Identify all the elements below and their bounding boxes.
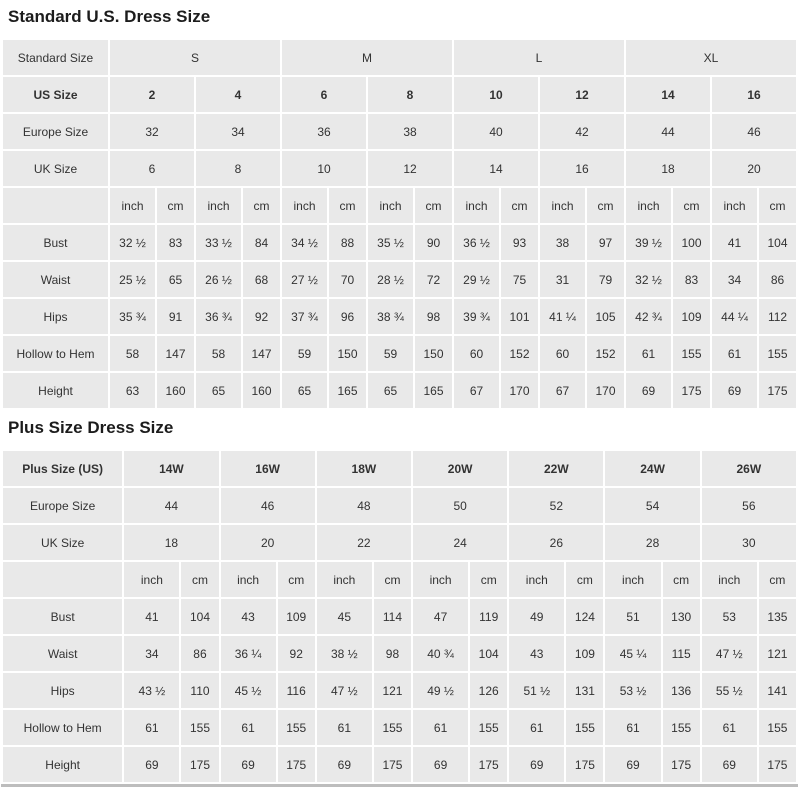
measure-cell: 105 bbox=[587, 299, 624, 334]
measure-cell: 124 bbox=[566, 599, 603, 634]
group-header-cell: L bbox=[454, 40, 624, 75]
measure-cell: 96 bbox=[329, 299, 366, 334]
measure-cell: 36 ¼ bbox=[221, 636, 276, 671]
size-cell: 16 bbox=[540, 151, 624, 186]
measure-cell: 112 bbox=[759, 299, 796, 334]
measure-cell: 69 bbox=[626, 373, 671, 408]
measure-cell: 58 bbox=[110, 336, 155, 371]
measure-cell: 60 bbox=[540, 336, 585, 371]
measure-cell: 152 bbox=[501, 336, 538, 371]
measure-cell: 84 bbox=[243, 225, 280, 260]
measure-cell: 34 bbox=[124, 636, 179, 671]
measure-cell: 39 ½ bbox=[626, 225, 671, 260]
size-cell: 22W bbox=[509, 451, 603, 486]
measure-cell: 34 bbox=[712, 262, 757, 297]
measure-cell: 36 ¾ bbox=[196, 299, 241, 334]
row-label: Bust bbox=[3, 599, 122, 634]
measure-cell: 147 bbox=[157, 336, 194, 371]
unit-cell: cm bbox=[759, 188, 796, 223]
size-cell: 26W bbox=[702, 451, 796, 486]
measure-cell: 104 bbox=[470, 636, 507, 671]
measure-cell: 51 ½ bbox=[509, 673, 564, 708]
measure-cell: 34 ½ bbox=[282, 225, 327, 260]
size-cell: 42 bbox=[540, 114, 624, 149]
measure-cell: 61 bbox=[702, 710, 757, 745]
measure-cell: 43 ½ bbox=[124, 673, 179, 708]
measure-cell: 92 bbox=[243, 299, 280, 334]
measure-cell: 150 bbox=[329, 336, 366, 371]
measure-cell: 40 ¾ bbox=[413, 636, 468, 671]
measure-cell: 98 bbox=[415, 299, 452, 334]
measure-cell: 175 bbox=[566, 747, 603, 782]
row-label: Plus Size (US) bbox=[3, 451, 122, 486]
measure-cell: 41 ¼ bbox=[540, 299, 585, 334]
measure-cell: 69 bbox=[712, 373, 757, 408]
size-cell: 16 bbox=[712, 77, 796, 112]
size-cell: 18 bbox=[124, 525, 218, 560]
measure-cell: 170 bbox=[587, 373, 624, 408]
unit-cell: cm bbox=[663, 562, 700, 597]
measure-cell: 147 bbox=[243, 336, 280, 371]
row-label: UK Size bbox=[3, 525, 122, 560]
size-cell: 20 bbox=[221, 525, 315, 560]
measure-cell: 42 ¾ bbox=[626, 299, 671, 334]
size-cell: 56 bbox=[702, 488, 796, 523]
plus-table-title: Plus Size Dress Size bbox=[8, 418, 174, 437]
measure-cell: 135 bbox=[759, 599, 796, 634]
size-cell: 46 bbox=[221, 488, 315, 523]
measure-cell: 83 bbox=[157, 225, 194, 260]
unit-cell: cm bbox=[673, 188, 710, 223]
measure-cell: 152 bbox=[587, 336, 624, 371]
measure-cell: 61 bbox=[221, 710, 276, 745]
measure-cell: 130 bbox=[663, 599, 700, 634]
row-label: Waist bbox=[3, 636, 122, 671]
measure-cell: 47 ½ bbox=[317, 673, 372, 708]
measure-cell: 38 ¾ bbox=[368, 299, 413, 334]
measure-cell: 91 bbox=[157, 299, 194, 334]
measure-cell: 175 bbox=[673, 373, 710, 408]
standard-size-table bbox=[1, 38, 798, 410]
measure-cell: 61 bbox=[413, 710, 468, 745]
measure-cell: 29 ½ bbox=[454, 262, 499, 297]
size-cell: 50 bbox=[413, 488, 507, 523]
size-cell: 4 bbox=[196, 77, 280, 112]
measure-cell: 43 bbox=[509, 636, 564, 671]
measure-cell: 45 ¼ bbox=[605, 636, 660, 671]
size-cell: 54 bbox=[605, 488, 699, 523]
measure-cell: 175 bbox=[663, 747, 700, 782]
measure-cell: 110 bbox=[181, 673, 218, 708]
size-cell: 44 bbox=[124, 488, 218, 523]
table-bottom-edge bbox=[1, 784, 798, 787]
measure-cell: 165 bbox=[415, 373, 452, 408]
row-label: US Size bbox=[3, 77, 108, 112]
row-label: Height bbox=[3, 373, 108, 408]
measure-cell: 37 ¾ bbox=[282, 299, 327, 334]
size-cell: 48 bbox=[317, 488, 411, 523]
measure-cell: 27 ½ bbox=[282, 262, 327, 297]
measure-cell: 155 bbox=[374, 710, 411, 745]
measure-cell: 32 ½ bbox=[110, 225, 155, 260]
measure-cell: 155 bbox=[759, 336, 796, 371]
measure-cell: 160 bbox=[157, 373, 194, 408]
measure-cell: 35 ½ bbox=[368, 225, 413, 260]
plus-size-table bbox=[1, 449, 798, 784]
measure-cell: 97 bbox=[587, 225, 624, 260]
unit-cell: inch bbox=[454, 188, 499, 223]
standard-table-title: Standard U.S. Dress Size bbox=[8, 7, 211, 26]
measure-cell: 104 bbox=[181, 599, 218, 634]
unit-cell: inch bbox=[317, 562, 372, 597]
measure-cell: 67 bbox=[540, 373, 585, 408]
row-label: Waist bbox=[3, 262, 108, 297]
size-cell: 14W bbox=[124, 451, 218, 486]
unit-cell: cm bbox=[415, 188, 452, 223]
measure-cell: 69 bbox=[221, 747, 276, 782]
measure-cell: 92 bbox=[278, 636, 315, 671]
unit-cell: inch bbox=[605, 562, 660, 597]
measure-cell: 175 bbox=[278, 747, 315, 782]
unit-cell: inch bbox=[413, 562, 468, 597]
row-label: Height bbox=[3, 747, 122, 782]
size-cell: 40 bbox=[454, 114, 538, 149]
measure-cell: 155 bbox=[470, 710, 507, 745]
size-cell: 22 bbox=[317, 525, 411, 560]
units-spacer-cell bbox=[3, 188, 108, 223]
measure-cell: 41 bbox=[124, 599, 179, 634]
size-cell: 34 bbox=[196, 114, 280, 149]
measure-cell: 100 bbox=[673, 225, 710, 260]
row-label: Europe Size bbox=[3, 488, 122, 523]
measure-cell: 175 bbox=[470, 747, 507, 782]
size-cell: 24W bbox=[605, 451, 699, 486]
measure-cell: 75 bbox=[501, 262, 538, 297]
measure-cell: 114 bbox=[374, 599, 411, 634]
row-label: UK Size bbox=[3, 151, 108, 186]
measure-cell: 150 bbox=[415, 336, 452, 371]
measure-cell: 65 bbox=[282, 373, 327, 408]
measure-cell: 60 bbox=[454, 336, 499, 371]
measure-cell: 61 bbox=[626, 336, 671, 371]
size-cell: 46 bbox=[712, 114, 796, 149]
row-label: Europe Size bbox=[3, 114, 108, 149]
group-header-cell: S bbox=[110, 40, 280, 75]
measure-cell: 93 bbox=[501, 225, 538, 260]
measure-cell: 53 bbox=[702, 599, 757, 634]
measure-cell: 98 bbox=[374, 636, 411, 671]
measure-cell: 61 bbox=[317, 710, 372, 745]
measure-cell: 49 ½ bbox=[413, 673, 468, 708]
measure-cell: 175 bbox=[374, 747, 411, 782]
row-label: Hips bbox=[3, 299, 108, 334]
size-cell: 16W bbox=[221, 451, 315, 486]
measure-cell: 61 bbox=[712, 336, 757, 371]
measure-cell: 69 bbox=[124, 747, 179, 782]
unit-cell: cm bbox=[587, 188, 624, 223]
measure-cell: 109 bbox=[278, 599, 315, 634]
measure-cell: 155 bbox=[278, 710, 315, 745]
measure-cell: 35 ¾ bbox=[110, 299, 155, 334]
unit-cell: cm bbox=[329, 188, 366, 223]
row-label: Bust bbox=[3, 225, 108, 260]
row-label: Hips bbox=[3, 673, 122, 708]
unit-cell: inch bbox=[368, 188, 413, 223]
unit-cell: inch bbox=[110, 188, 155, 223]
size-cell: 20 bbox=[712, 151, 796, 186]
measure-cell: 65 bbox=[368, 373, 413, 408]
size-cell: 36 bbox=[282, 114, 366, 149]
measure-cell: 59 bbox=[282, 336, 327, 371]
size-cell: 18 bbox=[626, 151, 710, 186]
measure-cell: 28 ½ bbox=[368, 262, 413, 297]
measure-cell: 69 bbox=[605, 747, 660, 782]
measure-cell: 101 bbox=[501, 299, 538, 334]
unit-cell: cm bbox=[470, 562, 507, 597]
measure-cell: 32 ½ bbox=[626, 262, 671, 297]
unit-cell: cm bbox=[157, 188, 194, 223]
measure-cell: 36 ½ bbox=[454, 225, 499, 260]
size-cell: 28 bbox=[605, 525, 699, 560]
size-cell: 38 bbox=[368, 114, 452, 149]
size-cell: 10 bbox=[282, 151, 366, 186]
size-cell: 14 bbox=[626, 77, 710, 112]
measure-cell: 165 bbox=[329, 373, 366, 408]
measure-cell: 47 ½ bbox=[702, 636, 757, 671]
measure-cell: 69 bbox=[317, 747, 372, 782]
unit-cell: inch bbox=[626, 188, 671, 223]
unit-cell: inch bbox=[124, 562, 179, 597]
measure-cell: 61 bbox=[509, 710, 564, 745]
measure-cell: 175 bbox=[181, 747, 218, 782]
unit-cell: cm bbox=[278, 562, 315, 597]
measure-cell: 63 bbox=[110, 373, 155, 408]
measure-cell: 41 bbox=[712, 225, 757, 260]
measure-cell: 115 bbox=[663, 636, 700, 671]
measure-cell: 58 bbox=[196, 336, 241, 371]
unit-cell: inch bbox=[509, 562, 564, 597]
measure-cell: 155 bbox=[566, 710, 603, 745]
measure-cell: 53 ½ bbox=[605, 673, 660, 708]
measure-cell: 88 bbox=[329, 225, 366, 260]
measure-cell: 141 bbox=[759, 673, 796, 708]
measure-cell: 90 bbox=[415, 225, 452, 260]
measure-cell: 155 bbox=[673, 336, 710, 371]
measure-cell: 175 bbox=[759, 747, 796, 782]
group-header-cell: XL bbox=[626, 40, 796, 75]
size-cell: 44 bbox=[626, 114, 710, 149]
size-cell: 20W bbox=[413, 451, 507, 486]
unit-cell: cm bbox=[566, 562, 603, 597]
size-cell: 6 bbox=[110, 151, 194, 186]
unit-cell: inch bbox=[712, 188, 757, 223]
unit-cell: cm bbox=[181, 562, 218, 597]
measure-cell: 109 bbox=[566, 636, 603, 671]
size-cell: 12 bbox=[368, 151, 452, 186]
measure-cell: 121 bbox=[759, 636, 796, 671]
size-cell: 18W bbox=[317, 451, 411, 486]
size-cell: 52 bbox=[509, 488, 603, 523]
measure-cell: 170 bbox=[501, 373, 538, 408]
measure-cell: 155 bbox=[759, 710, 796, 745]
measure-cell: 45 bbox=[317, 599, 372, 634]
measure-cell: 160 bbox=[243, 373, 280, 408]
measure-cell: 38 bbox=[540, 225, 585, 260]
size-cell: 8 bbox=[368, 77, 452, 112]
measure-cell: 49 bbox=[509, 599, 564, 634]
size-cell: 30 bbox=[702, 525, 796, 560]
unit-cell: cm bbox=[501, 188, 538, 223]
size-cell: 2 bbox=[110, 77, 194, 112]
measure-cell: 61 bbox=[124, 710, 179, 745]
measure-cell: 55 ½ bbox=[702, 673, 757, 708]
unit-cell: cm bbox=[243, 188, 280, 223]
measure-cell: 70 bbox=[329, 262, 366, 297]
measure-cell: 26 ½ bbox=[196, 262, 241, 297]
measure-cell: 65 bbox=[157, 262, 194, 297]
measure-cell: 69 bbox=[413, 747, 468, 782]
unit-cell: inch bbox=[221, 562, 276, 597]
size-cell: 12 bbox=[540, 77, 624, 112]
measure-cell: 43 bbox=[221, 599, 276, 634]
row-label: Standard Size bbox=[3, 40, 108, 75]
unit-cell: inch bbox=[702, 562, 757, 597]
units-spacer-cell bbox=[3, 562, 122, 597]
measure-cell: 38 ½ bbox=[317, 636, 372, 671]
measure-cell: 119 bbox=[470, 599, 507, 634]
measure-cell: 67 bbox=[454, 373, 499, 408]
measure-cell: 47 bbox=[413, 599, 468, 634]
measure-cell: 175 bbox=[759, 373, 796, 408]
measure-cell: 39 ¾ bbox=[454, 299, 499, 334]
measure-cell: 116 bbox=[278, 673, 315, 708]
unit-cell: inch bbox=[282, 188, 327, 223]
group-header-cell: M bbox=[282, 40, 452, 75]
measure-cell: 25 ½ bbox=[110, 262, 155, 297]
measure-cell: 51 bbox=[605, 599, 660, 634]
measure-cell: 136 bbox=[663, 673, 700, 708]
unit-cell: inch bbox=[540, 188, 585, 223]
size-cell: 8 bbox=[196, 151, 280, 186]
measure-cell: 69 bbox=[509, 747, 564, 782]
size-cell: 14 bbox=[454, 151, 538, 186]
measure-cell: 44 ¼ bbox=[712, 299, 757, 334]
measure-cell: 33 ½ bbox=[196, 225, 241, 260]
measure-cell: 86 bbox=[181, 636, 218, 671]
measure-cell: 61 bbox=[605, 710, 660, 745]
measure-cell: 72 bbox=[415, 262, 452, 297]
row-label: Hollow to Hem bbox=[3, 336, 108, 371]
unit-cell: cm bbox=[374, 562, 411, 597]
size-cell: 32 bbox=[110, 114, 194, 149]
measure-cell: 104 bbox=[759, 225, 796, 260]
measure-cell: 83 bbox=[673, 262, 710, 297]
measure-cell: 155 bbox=[181, 710, 218, 745]
measure-cell: 155 bbox=[663, 710, 700, 745]
measure-cell: 31 bbox=[540, 262, 585, 297]
size-cell: 24 bbox=[413, 525, 507, 560]
measure-cell: 69 bbox=[702, 747, 757, 782]
measure-cell: 109 bbox=[673, 299, 710, 334]
size-cell: 6 bbox=[282, 77, 366, 112]
measure-cell: 65 bbox=[196, 373, 241, 408]
measure-cell: 59 bbox=[368, 336, 413, 371]
measure-cell: 68 bbox=[243, 262, 280, 297]
measure-cell: 121 bbox=[374, 673, 411, 708]
measure-cell: 79 bbox=[587, 262, 624, 297]
measure-cell: 126 bbox=[470, 673, 507, 708]
unit-cell: inch bbox=[196, 188, 241, 223]
measure-cell: 131 bbox=[566, 673, 603, 708]
unit-cell: cm bbox=[759, 562, 796, 597]
size-cell: 26 bbox=[509, 525, 603, 560]
row-label: Hollow to Hem bbox=[3, 710, 122, 745]
measure-cell: 86 bbox=[759, 262, 796, 297]
size-cell: 10 bbox=[454, 77, 538, 112]
measure-cell: 45 ½ bbox=[221, 673, 276, 708]
